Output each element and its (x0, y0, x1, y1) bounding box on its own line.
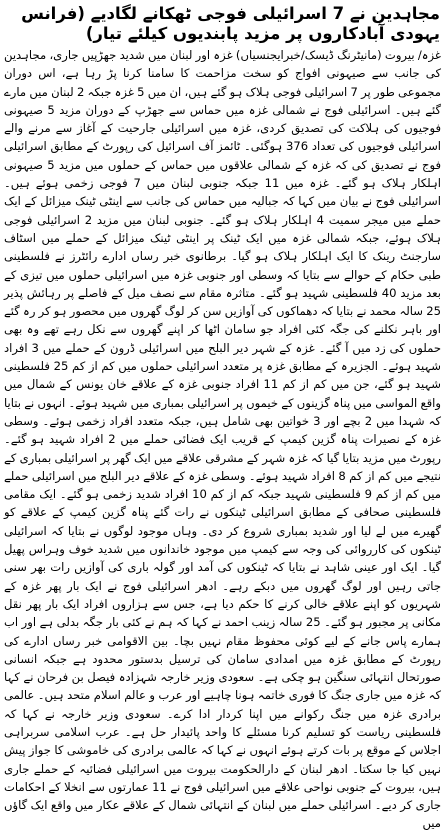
article-headline: مجاہدین نے 7 اسرائیلی فوجی ٹھکانے لگادیے (فرانس یہودی آبادکاروں پر مزید پابندیوں کیلئے تیار) (21, 4, 440, 43)
article-body: غزہ/ بیروت (مانیٹرنگ ڈیسک/خبرایجنسیاں) غزہ اور لبنان میں شدید جھڑپیں جاری، مجاہدین کی جانب سے صیہونی افواج کو سخت مزاحمت کا سامنا کرنا پڑ رہا ہے، اس دوران مجموعی طور پر 7 اسرائیلی فوجی ہلاک ہو گئے ہیں، ان میں 5 غزہ جبکہ 2 لبنان میں مارے گئے ہیں۔ اسرائیلی فوج نے شمالی غزہ میں حماس سے جھڑپ کے دوران مزید 5 صیہونی فوجیوں کی ہلاکت کی تصدیق کردی، غزہ میں اسرائیلی جارحیت کے آغاز سے مرنے والے اسرائیلی فوجیوں کی تعداد 376 ہوگئی۔ ٹائمز آف اسرائیل کی رپورٹ کے مطابق اسرائیلی فوج نے تصدیق کی کہ غزہ کے شمالی علاقوں میں حماس کے حملوں میں مزید 5 صیہونی اہلکار ہلاک ہو گئے۔ غزہ میں 11 جبکہ جنوبی لبنان میں 7 فوجی زخمی ہوئے ہیں۔ اسرائیلی فوج نے بیان میں کہا کہ جبالیہ میں حماس کی جانب سے اینٹی ٹینک میزائل کے ایک حملے میں میجر سمیت 4 اہلکار ہلاک ہو گئے۔ جنوبی لبنان میں مزید 2 اسرائیلی فوجی ہلاک ہوئے، جبکہ شمالی غزہ میں ایک ٹینک پر اینٹی ٹینک میزائل کے حملے میں اسٹاف سارجنٹ رینک کا ایک اہلکار ہلاک ہو گیا۔ برطانوی خبر رساں ادارے رائٹرز نے فلسطینی طبی حکام کے حوالے سے بتایا کہ وسطی اور جنوبی غزہ میں اسرائیلی حملوں میں تیزی کے بعد مزید 40 فلسطینی شہید ہو گئے۔ متاثرہ مقام سے نصف میل کے فاصلے پر رہائش پذیر 25 سالہ محمد نے بتایا کہ دھماکوں کی آوازیں سن کر لوگ گھروں میں محصور ہو کر رہ گئے اور باہر نکلنے کی جگہ کئی افراد جو سامان اٹھا کر اپنے گھروں سے نکل رہے تھے وہ بھی حملوں کی زد میں آ گئے۔ غزہ کے شہر دیر البلح میں اسرائیلی ڈرون کے حملے میں 3 افراد شہید ہوئے۔ الجزیرہ کے مطابق غزہ پر متعدد اسرائیلی حملوں میں کم از کم 25 فلسطینی شہید ہو گئے، جن میں کم از کم 11 افراد جنوبی غزہ کے علاقے خان یونس کے شمال میں واقع المواسی میں پناہ گزینوں کے خیموں پر اسرائیلی بمباری میں شہید ہوئے۔ انہوں نے بتایا کہ شہدا میں 2 بچے اور 3 خواتین بھی شامل ہیں، جبکہ متعدد افراد زخمی ہوئے۔ وسطی غزہ کے نصیرات پناہ گزین کیمپ کے قریب ایک فضائی حملے میں 2 افراد شہید ہو گئے۔ رپورٹ میں مزید بتایا گیا کہ غزہ شہر کے مشرقی علاقے میں ایک گھر پر اسرائیلی بمباری کے نتیجے میں کم از کم 8 افراد شہید ہوئے۔ وسطی غزہ کے علاقے دیر البلح میں اسرائیلی حملے میں کم از کم 9 فلسطینی شہید جبکہ کم از کم 10 افراد شدید زخمی ہو گئے۔ ایک مقامی فلسطینی صحافی کے مطابق اسرائیلی ٹینکوں نے رات گئے پناہ گزین کیمپ کے علاقے کو گھیرے میں لے لیا اور شدید بمباری شروع کر دی۔ وہاں موجود لوگوں نے بتایا کہ اسرائیلی ٹینکوں کی کارروائی کی وجہ سے کیمپ میں موجود خاندانوں میں شدید خوف وہراس پھیل گیا۔ ایک اور عینی شاہد نے بتایا کہ ٹینکوں کی آمد اور گولہ باری کی آوازیں رات بھر سنی جاتی رہیں اور لوگ گھروں میں دبکے رہے۔ ادھر اسرائیلی فوج نے ایک بار پھر غزہ کے شہریوں کو اپنے علاقے خالی کرنے کا حکم دیا ہے، جس سے ہزاروں افراد ایک بار پھر نقل مکانی پر مجبور ہو گئے۔ 25 سالہ زینب احمد نے کہا کہ ہم نے کئی بار جگہ بدلی ہے اور اب ہمارے پاس جانے کے لیے کوئی محفوظ مقام نہیں بچا۔ بین الاقوامی خبر رساں ادارے کی رپورٹ کے مطابق غزہ میں امدادی سامان کی ترسیل بدستور محدود ہے جبکہ انسانی صورتحال انتہائی سنگین ہو چکی ہے۔ سعودی وزیر خارجہ شہزادہ فیصل بن فرحان نے کہا کہ غزہ میں جاری جنگ کا فوری خاتمہ ہونا چاہیے اور عرب و عالم اسلام متحد ہیں۔ عالمی برادری غزہ میں جنگ رکوانے میں اپنا کردار ادا کرے۔ سعودی وزیر خارجہ نے کہا کہ فلسطینی ریاست کو تسلیم کرنا مسئلے کا واحد پائیدار حل ہے۔ عرب اسلامی سربراہی اجلاس کے موقع پر بات کرتے ہوئے انہوں نے کہا کہ عالمی برادری کی خاموشی کا جواز پیش نہیں کیا جا سکتا۔ ادھر لبنان کے دارالحکومت بیروت میں اسرائیلی فضائیہ کے حملے جاری ہیں، بیروت کے جنوبی نواحی علاقے میں اسرائیلی فوج نے 11 عمارتوں سے انخلا کے احکامات جاری کر دیے۔ اسرائیلی حملے میں لبنان کے انتہائی شمال کے علاقے عکار میں واقع ایک گاؤں میں (4, 48, 442, 831)
